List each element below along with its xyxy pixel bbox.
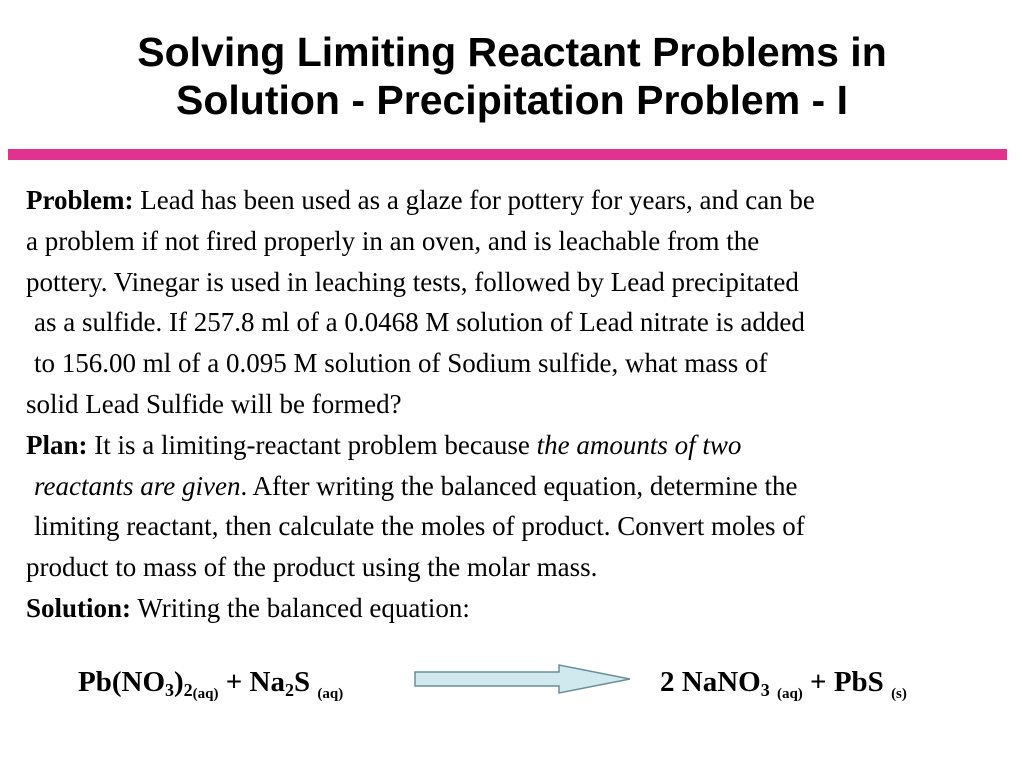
slide-title-line-2: Solution - Precipitation Problem - I (176, 77, 848, 123)
slide-title-line-1: Solving Limiting Reactant Problems in (137, 29, 887, 75)
problem-line-6: solid Lead Sulfide will be formed? (26, 388, 402, 419)
solution-label: Solution: (26, 592, 132, 623)
plan-line-4: product to mass of the product using the molar mass. (26, 552, 598, 583)
equation-reactants (78, 666, 343, 706)
plan-line-3: limiting reactant, then calculate the moles of product. Convert moles of (34, 511, 805, 542)
reactant-sodium-sulfide: $Na_2S$ $_{(aq)}$ (249, 666, 344, 702)
plan-line-2: reactants are given. After writing the balanced equation, determine the (34, 470, 798, 501)
title-divider (8, 149, 1007, 160)
plan-line-1: Plan: It is a limiting-reactant problem because the amounts of two (26, 429, 742, 460)
equation-products (660, 666, 907, 706)
plus-sign: + (225, 666, 243, 698)
problem-line-1: Problem: Lead has been used as a glaze for pottery for years, and can be (26, 185, 815, 215)
product-lead-sulfide: PbS $_{(s)}$ (833, 666, 907, 702)
slide-title (0, 28, 1024, 124)
solution-line: Solution: Writing the balanced equation: (26, 592, 470, 623)
problem-line-2: a problem if not fired properly in an oven, and is leachable from the (26, 225, 760, 256)
problem-line-4: as a sulfide. If 257.8 ml of a 0.0468 M solution of Lead nitrate is added (34, 307, 805, 338)
plus-sign-2: + (810, 666, 827, 698)
reactant-lead-nitrate: $Pb(NO_3)_{2(aq)}$ (78, 666, 219, 702)
reaction-arrow-icon (414, 663, 634, 695)
product-sodium-nitrate: 2 NaNO$_3$ $_{(aq)}$ (660, 666, 803, 702)
problem-label: Problem: (26, 185, 134, 215)
problem-line-5: to 156.00 ml of a 0.095 M solution of Sodium sulfide, what mass of (34, 348, 768, 379)
problem-line-3: pottery. Vinegar is used in leaching tests, followed by Lead precipitated (26, 266, 799, 297)
slide-body (26, 180, 1024, 629)
plan-label: Plan: (26, 429, 88, 460)
